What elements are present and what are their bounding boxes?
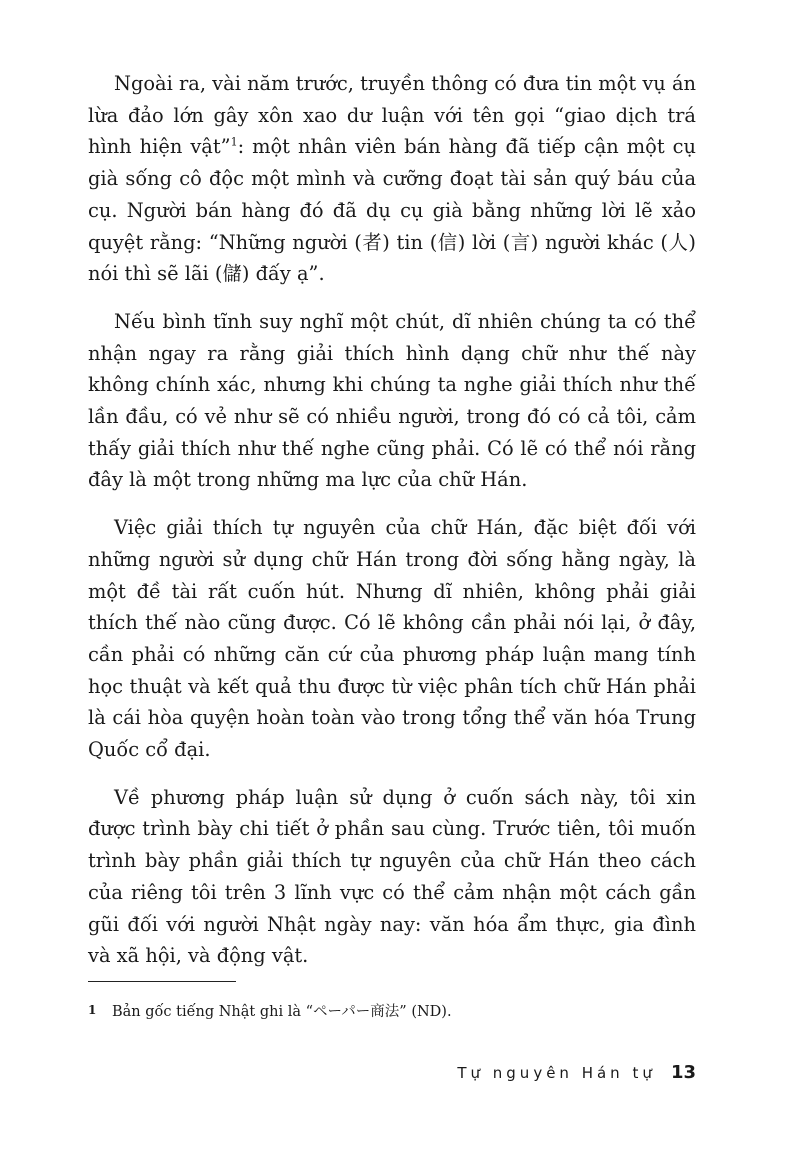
paragraph-1 (88, 68, 696, 290)
running-footer (457, 1062, 696, 1083)
paragraph-1-text-after-note: : một nhân viên bán hàng đã tiếp cận một cụ già sống cô độc một mình và cưỡng đoạt tài sản quý báu của cụ. Người bán hàng đó đã dụ cụ già bằng những lời lẽ xảo quyệt rằng: “Những người (者) tin (信) lời (言) người khác (人) nói thì sẽ lãi (儲) đấy ạ”. (88, 135, 696, 286)
footnote-mark: 1 (88, 1003, 97, 1017)
page-body (88, 68, 696, 988)
running-title: Tự nguyên Hán tự (457, 1064, 656, 1082)
footnote-text: Bản gốc tiếng Nhật ghi là “ペーパー商法” (ND). (112, 1004, 452, 1020)
paragraph-3: Việc giải thích tự nguyên của chữ Hán, đặc biệt đối với những người sử dụng chữ Hán trong đời sống hằng ngày, là một đề tài rất cuốn hút. Nhưng dĩ nhiên, không phải giải thích thế nào cũng được. Có lẽ không cần phải nói lại, ở đây, cần phải có những căn cứ của phương pháp luận mang tính học thuật và kết quả thu được từ việc phân tích chữ Hán phải là cái hòa quyện hoàn toàn vào trong tổng thể văn hóa Trung Quốc cổ đại. (88, 516, 696, 762)
footnote (88, 1000, 696, 1022)
footnote-divider (88, 981, 236, 982)
paragraph-2: Nếu bình tĩnh suy nghĩ một chút, dĩ nhiên chúng ta có thể nhận ngay ra rằng giải thích hình dạng chữ như thế này không chính xác, nhưng khi chúng ta nghe giải thích như thế lần đầu, có vẻ như sẽ có nhiều người, trong đó có cả tôi, cảm thấy giải thích như thế nghe cũng phải. Có lẽ có thể nói rằng đây là một trong những ma lực của chữ Hán. (88, 309, 696, 492)
page-number: 13 (670, 1062, 696, 1083)
paragraph-1-text-before-note: Ngoài ra, vài năm trước, truyền thông có đưa tin một vụ án lừa đảo lớn gây xôn xao dư luận với tên gọi “giao dịch trá hình hiện vật” (88, 72, 696, 159)
footnote-reference: 1 (230, 135, 238, 149)
paragraph-4: Về phương pháp luận sử dụng ở cuốn sách này, tôi xin được trình bày chi tiết ở phần sau cùng. Trước tiên, tôi muốn trình bày phần giải thích tự nguyên của chữ Hán theo cách của riêng tôi trên 3 lĩnh vực có thể cảm nhận một cách gần gũi đối với người Nhật ngày nay: văn hóa ẩm thực, gia đình và xã hội, và động vật. (88, 785, 696, 968)
